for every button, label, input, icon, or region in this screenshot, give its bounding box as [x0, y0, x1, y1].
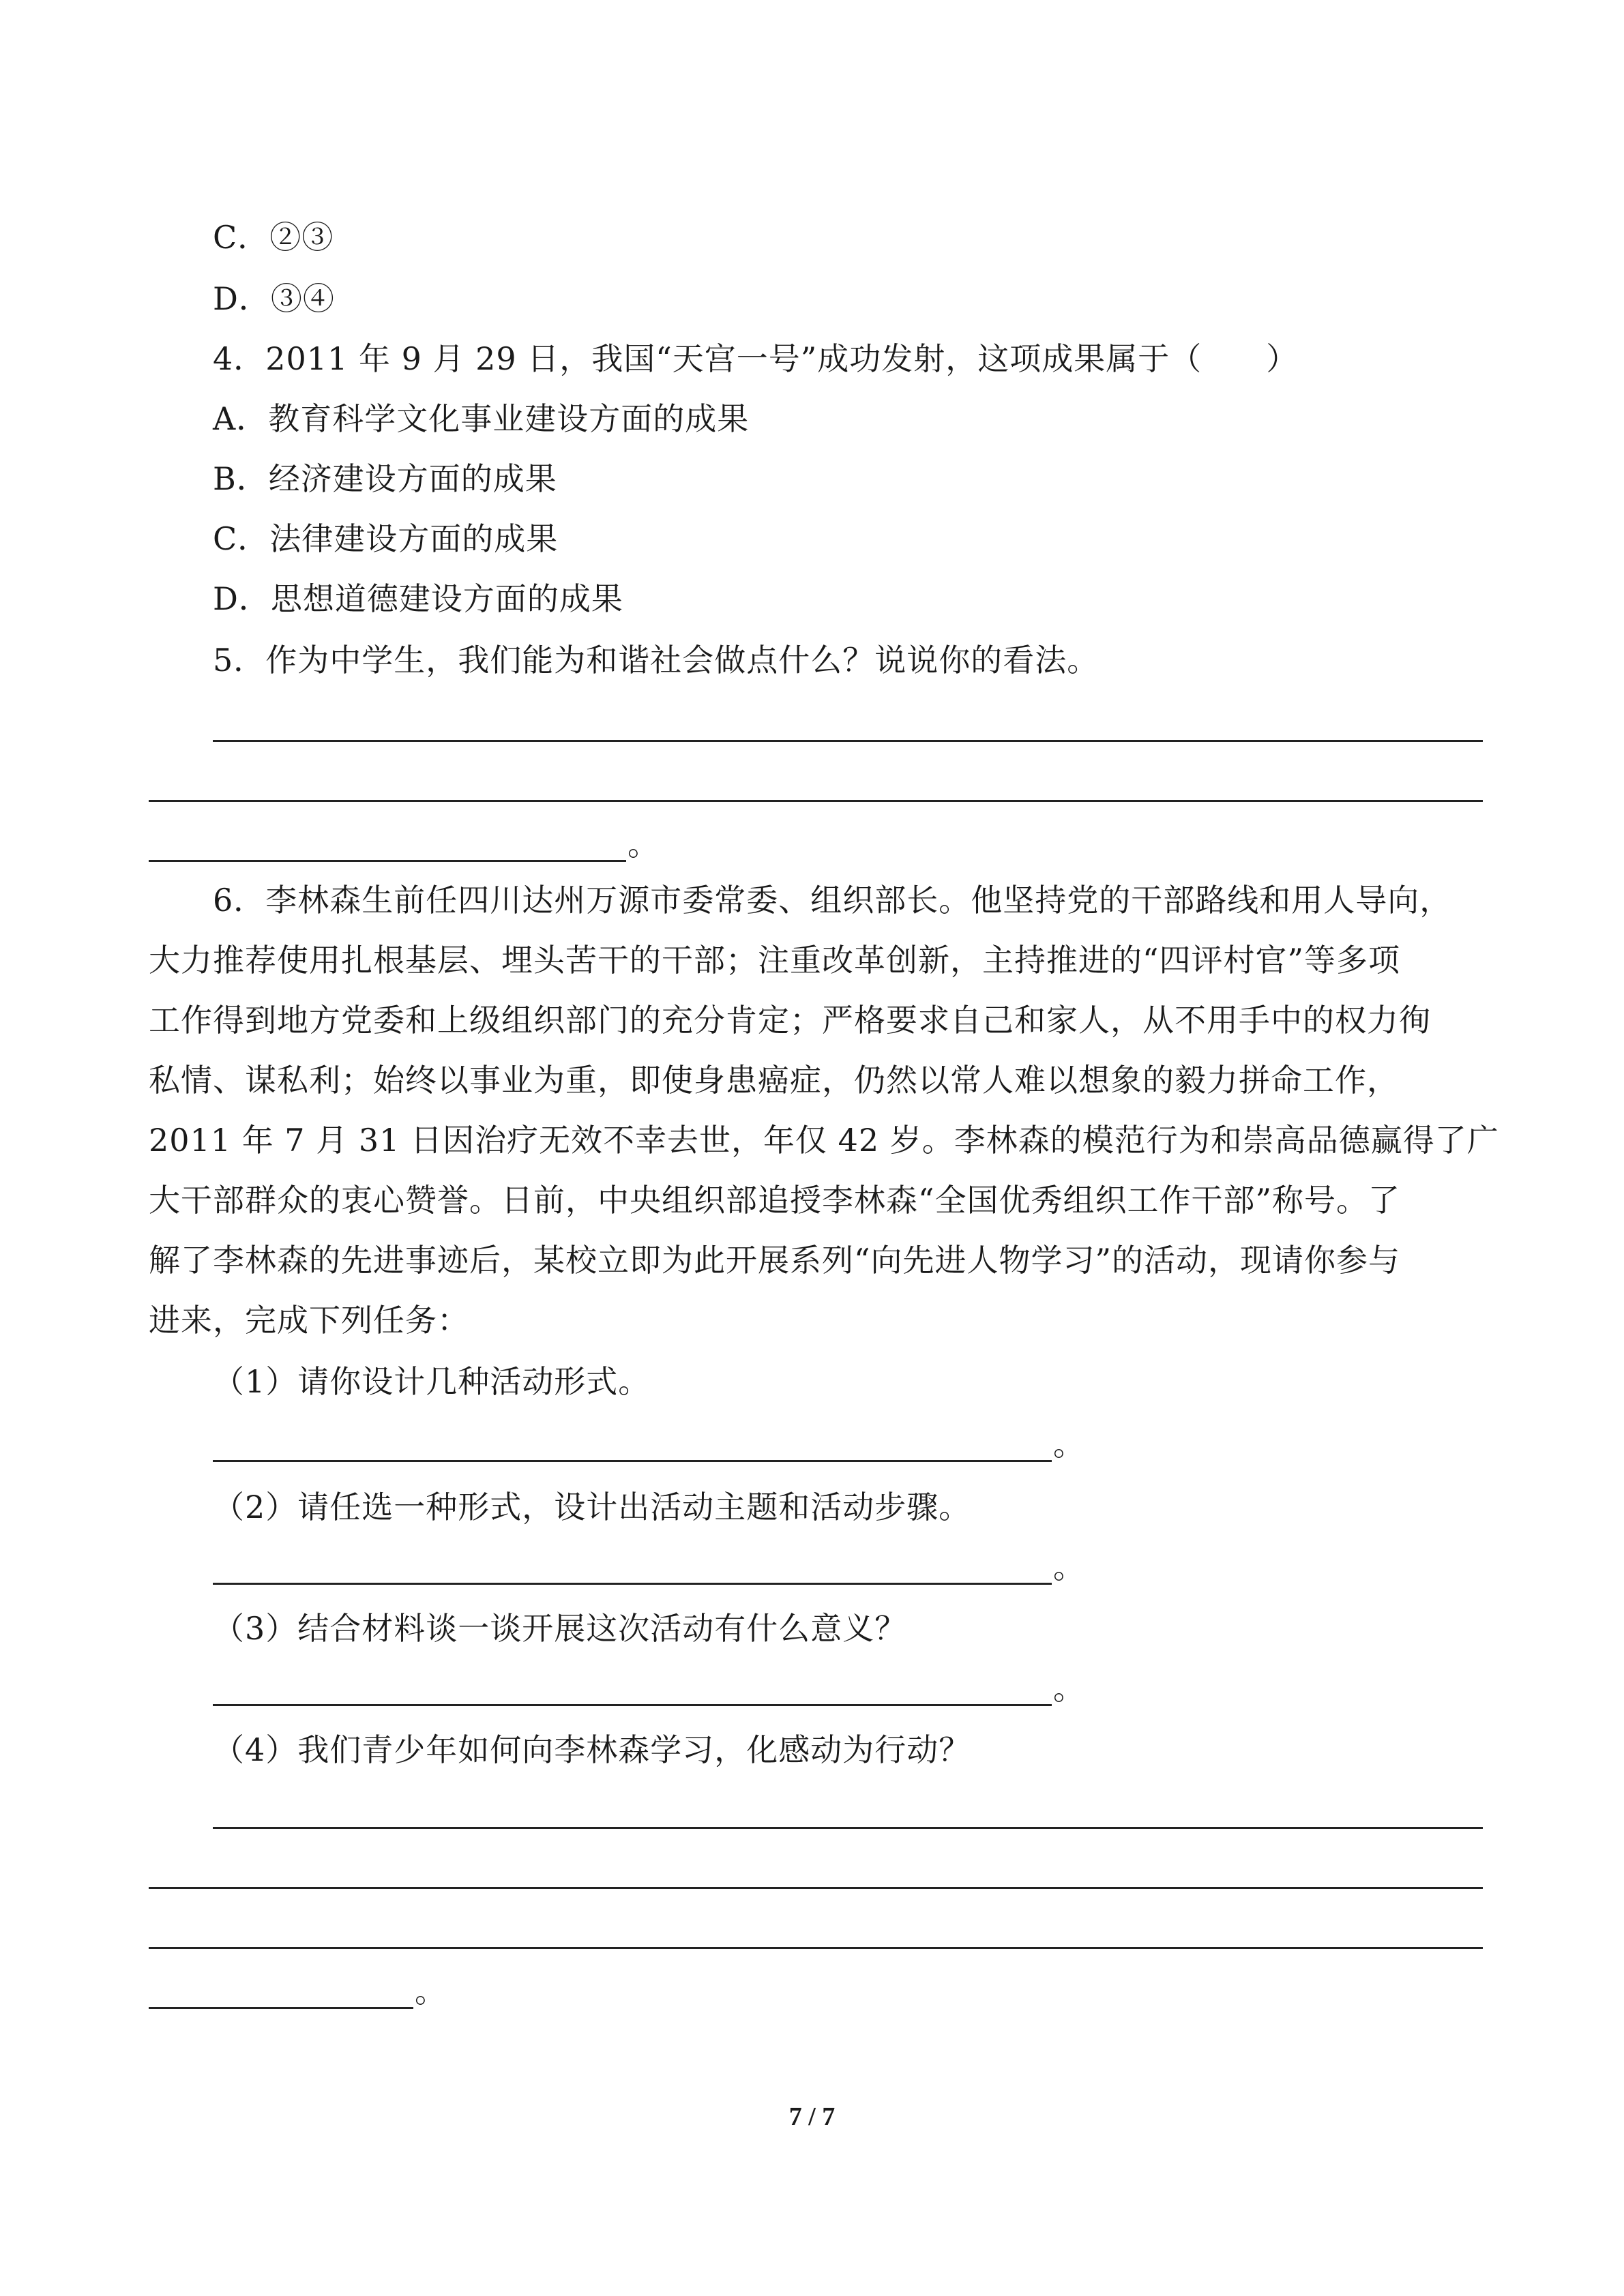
q6-sub4-answer-line-2[interactable] — [149, 1887, 1483, 1889]
q3-option-c: C．②③ — [213, 219, 334, 256]
q6-sub2-prompt: （2）请任选一种形式，设计出活动主题和活动步骤。 — [213, 1489, 971, 1525]
q6-paragraph-line-7: 解了李林森的先进事迹后，某校立即为此开展系列“向先进人物学习”的活动，现请你参与 — [149, 1242, 1401, 1279]
q6-sub2-end-mark: 。 — [1053, 1549, 1084, 1585]
q6-paragraph-line-8: 进来，完成下列任务： — [149, 1302, 469, 1339]
q5-answer-line-2[interactable] — [149, 800, 1483, 802]
q5-end-mark: 。 — [628, 826, 659, 863]
q6-sub1-prompt: （1）请你设计几种活动形式。 — [213, 1363, 651, 1400]
page-number: 7 / 7 — [788, 2102, 836, 2131]
q5-answer-line-3[interactable] — [149, 860, 626, 862]
q6-paragraph-line-3: 工作得到地方党委和上级组织部门的充分肯定；严格要求自己和家人，从不用手中的权力徇 — [149, 1002, 1431, 1039]
q6-sub1-end-mark: 。 — [1053, 1426, 1084, 1463]
q6-sub4-prompt: （4）我们青少年如何向李林森学习，化感动为行动？ — [213, 1731, 971, 1768]
q5-answer-line-1[interactable] — [213, 740, 1483, 742]
q6-sub1-answer-line[interactable] — [213, 1460, 1052, 1462]
q4-option-a: A．教育科学文化事业建设方面的成果 — [213, 400, 750, 437]
q6-sub2-answer-line[interactable] — [213, 1583, 1052, 1585]
q4-option-d: D．思想道德建设方面的成果 — [213, 580, 623, 617]
q3-option-d: D．③④ — [213, 280, 335, 317]
q4-option-b: B．经济建设方面的成果 — [213, 460, 557, 497]
q6-sub4-answer-line-4[interactable] — [149, 2007, 413, 2009]
q6-paragraph-line-5: 2011 年 7 月 31 日因治疗无效不幸去世，年仅 42 岁。李林森的模范行为和崇高品德赢得了广 — [149, 1122, 1499, 1159]
q6-sub3-end-mark: 。 — [1053, 1670, 1084, 1707]
q6-sub4-answer-line-1[interactable] — [213, 1827, 1483, 1829]
q6-sub4-answer-line-3[interactable] — [149, 1947, 1483, 1949]
q6-paragraph-line-1: 6．李林森生前任四川达州万源市委常委、组织部长。他坚持党的干部路线和用人导向， — [213, 882, 1452, 919]
q6-sub4-end-mark: 。 — [415, 1973, 446, 2010]
q4-stem: 4．2011 年 9 月 29 日，我国“天宫一号”成功发射，这项成果属于（ ） — [213, 340, 1299, 377]
q6-sub3-prompt: （3）结合材料谈一谈开展这次活动有什么意义？ — [213, 1610, 907, 1647]
q6-paragraph-line-2: 大力推荐使用扎根基层、埋头苦干的干部；注重改革创新，主持推进的“四评村官”等多项 — [149, 942, 1401, 979]
q4-option-c: C．法律建设方面的成果 — [213, 520, 559, 557]
q6-paragraph-line-4: 私情、谋私利；始终以事业为重，即使身患癌症，仍然以常人难以想象的毅力拼命工作， — [149, 1062, 1399, 1099]
q6-paragraph-line-6: 大干部群众的衷心赞誉。日前，中央组织部追授李林森“全国优秀组织工作干部”称号。了 — [149, 1182, 1401, 1219]
q5-stem: 5．作为中学生，我们能为和谐社会做点什么？说说你的看法。 — [213, 642, 1099, 679]
q6-sub3-answer-line[interactable] — [213, 1704, 1052, 1706]
